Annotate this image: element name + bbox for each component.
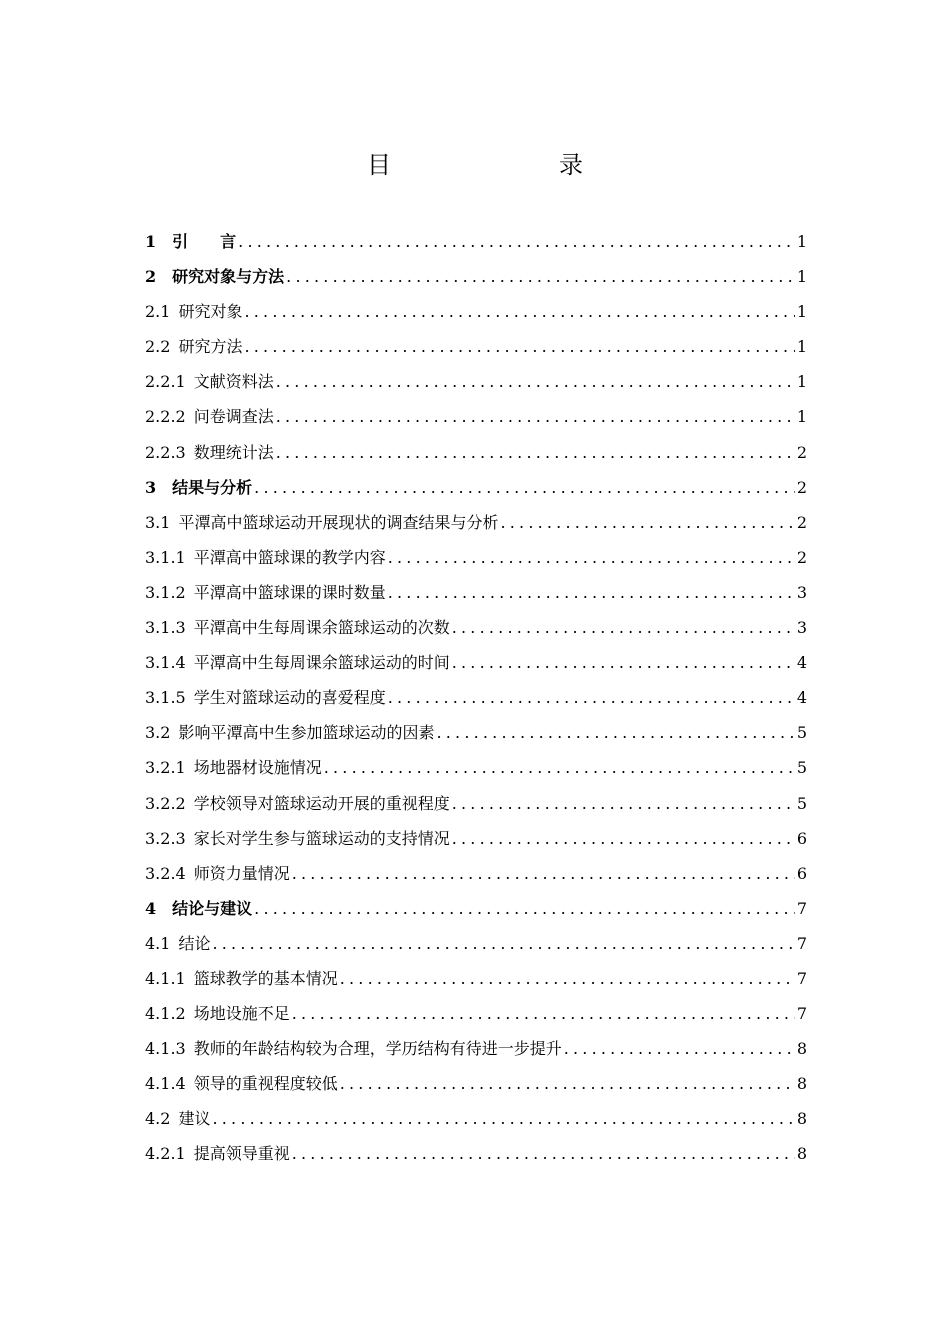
toc-entry-number: 2.2 bbox=[145, 337, 171, 357]
toc-dot-leader bbox=[564, 1031, 795, 1066]
toc-dot-leader bbox=[452, 645, 795, 680]
toc-entry[interactable] bbox=[145, 224, 807, 259]
toc-entry-title: 平潭高中篮球运动开展现状的调查结果与分析 bbox=[178, 512, 499, 532]
toc-entry[interactable] bbox=[145, 891, 807, 926]
toc-entry-number: 3.1.3 bbox=[145, 618, 186, 638]
toc-dot-leader bbox=[276, 364, 795, 399]
toc-entry-number: 3.1.5 bbox=[145, 688, 186, 708]
toc-entry-title: 家长对学生参与篮球运动的支持情况 bbox=[193, 828, 450, 848]
toc-entry-title: 研究对象与方法 bbox=[172, 267, 285, 287]
toc-entry-page: 6 bbox=[796, 828, 807, 848]
toc-entry-title: 平潭高中篮球课的课时数量 bbox=[193, 582, 386, 602]
toc-entry-title: 文献资料法 bbox=[193, 372, 274, 392]
toc-entry[interactable] bbox=[145, 505, 807, 540]
toc-entry-title: 问卷调查法 bbox=[193, 407, 274, 427]
toc-entry-title: 平潭高中生每周课余篮球运动的次数 bbox=[193, 618, 450, 638]
toc-entry-number: 3.1.2 bbox=[145, 582, 186, 602]
toc-entry[interactable] bbox=[145, 961, 807, 996]
toc-dot-leader bbox=[254, 470, 795, 505]
toc-entry[interactable] bbox=[145, 645, 807, 680]
toc-entry-page: 5 bbox=[796, 758, 807, 778]
toc-entry-page: 2 bbox=[796, 477, 807, 497]
toc-entry-number: 4.1.4 bbox=[145, 1074, 186, 1094]
toc-entry-title: 引 言 bbox=[172, 232, 237, 251]
toc-dot-leader bbox=[212, 926, 794, 961]
toc-entry[interactable] bbox=[145, 680, 807, 715]
toc-entry-number: 3 bbox=[145, 477, 157, 497]
toc-entry[interactable] bbox=[145, 259, 807, 294]
toc-entry-page: 1 bbox=[796, 302, 807, 322]
toc-entry-page: 7 bbox=[796, 1004, 807, 1024]
toc-entry-page: 2 bbox=[796, 442, 807, 462]
page-title: 目 录 bbox=[367, 151, 623, 179]
toc-entry[interactable] bbox=[145, 821, 807, 856]
toc-dot-leader bbox=[340, 961, 795, 996]
toc-entry-number: 4.2.1 bbox=[145, 1144, 186, 1164]
toc-entry-title: 研究方法 bbox=[178, 337, 243, 357]
toc-entry-page: 2 bbox=[796, 547, 807, 567]
toc-dot-leader bbox=[452, 786, 795, 821]
toc-entry[interactable] bbox=[145, 926, 807, 961]
toc-entry-number: 1 bbox=[145, 232, 157, 251]
toc-entry-title: 场地设施不足 bbox=[193, 1004, 290, 1024]
toc-entry-title: 场地器材设施情况 bbox=[193, 758, 322, 778]
toc-entry-number: 4.1.1 bbox=[145, 968, 186, 988]
toc-dot-leader bbox=[388, 575, 795, 610]
toc-dot-leader bbox=[276, 399, 795, 434]
toc-dot-leader bbox=[340, 1066, 795, 1101]
toc-entry-title: 提高领导重视 bbox=[193, 1144, 290, 1164]
toc-dot-leader bbox=[436, 715, 794, 750]
toc-entry[interactable] bbox=[145, 470, 807, 505]
toc-entry[interactable] bbox=[145, 364, 807, 399]
toc-entry-number: 4.2 bbox=[145, 1109, 171, 1129]
toc-entry-page: 1 bbox=[796, 232, 807, 251]
toc-dot-leader bbox=[238, 224, 795, 259]
toc-entry-page: 3 bbox=[796, 582, 807, 602]
toc-entry-page: 1 bbox=[796, 372, 807, 392]
toc-entry[interactable] bbox=[145, 610, 807, 645]
toc-entry[interactable] bbox=[145, 1031, 807, 1066]
toc-entry-title: 篮球教学的基本情况 bbox=[193, 968, 338, 988]
toc-dot-leader bbox=[324, 750, 795, 785]
toc-entry[interactable] bbox=[145, 1136, 807, 1171]
toc-entry-number: 3.2.1 bbox=[145, 758, 186, 778]
toc-entry-title: 数理统计法 bbox=[193, 442, 274, 462]
toc-entry-title: 建议 bbox=[178, 1109, 211, 1129]
toc-entry[interactable] bbox=[145, 786, 807, 821]
toc-dot-leader bbox=[292, 856, 795, 891]
toc-entry-title: 学校领导对篮球运动开展的重视程度 bbox=[193, 793, 450, 813]
toc-dot-leader bbox=[244, 329, 794, 364]
toc-dot-leader bbox=[452, 821, 795, 856]
toc-entry[interactable] bbox=[145, 435, 807, 470]
toc-dot-leader bbox=[286, 259, 795, 294]
toc-dot-leader bbox=[212, 1101, 794, 1136]
toc-entry-number: 2.2.2 bbox=[145, 407, 186, 427]
toc-entry-page: 6 bbox=[796, 863, 807, 883]
toc-entry-title: 结果与分析 bbox=[172, 477, 253, 497]
toc-entry[interactable] bbox=[145, 575, 807, 610]
toc-entry[interactable] bbox=[145, 399, 807, 434]
toc-dot-leader bbox=[388, 680, 795, 715]
toc-entry-number: 3.2.3 bbox=[145, 828, 186, 848]
toc-entry-number: 4.1.2 bbox=[145, 1004, 186, 1024]
toc-entry[interactable] bbox=[145, 540, 807, 575]
toc-dot-leader bbox=[500, 505, 794, 540]
toc-entry-title: 教师的年龄结构较为合理，学历结构有待进一步提升 bbox=[193, 1039, 562, 1059]
toc-entry-page: 1 bbox=[796, 267, 807, 287]
toc-entry-page: 1 bbox=[796, 407, 807, 427]
toc-entry-page: 8 bbox=[796, 1144, 807, 1164]
table-of-contents bbox=[145, 224, 807, 1172]
toc-dot-leader bbox=[254, 891, 795, 926]
toc-entry-page: 8 bbox=[796, 1039, 807, 1059]
toc-entry-page: 8 bbox=[796, 1074, 807, 1094]
toc-entry-number: 2 bbox=[145, 267, 157, 287]
toc-dot-leader bbox=[276, 435, 795, 470]
toc-entry[interactable] bbox=[145, 996, 807, 1031]
toc-entry-number: 3.2.4 bbox=[145, 863, 186, 883]
toc-entry-number: 2.2.1 bbox=[145, 372, 186, 392]
toc-entry-number: 3.2.2 bbox=[145, 793, 186, 813]
toc-entry-number: 4 bbox=[145, 898, 157, 918]
toc-dot-leader bbox=[292, 996, 795, 1031]
toc-entry-page: 7 bbox=[796, 968, 807, 988]
toc-entry-page: 5 bbox=[796, 723, 807, 743]
toc-entry-title: 学生对篮球运动的喜爱程度 bbox=[193, 688, 386, 708]
toc-entry[interactable] bbox=[145, 1066, 807, 1101]
toc-entry-number: 3.1.4 bbox=[145, 653, 186, 673]
toc-entry-title: 师资力量情况 bbox=[193, 863, 290, 883]
toc-entry-page: 3 bbox=[796, 618, 807, 638]
toc-entry-number: 4.1.3 bbox=[145, 1039, 186, 1059]
toc-entry[interactable] bbox=[145, 715, 807, 750]
toc-entry-number: 3.1 bbox=[145, 512, 171, 532]
toc-entry-number: 2.1 bbox=[145, 302, 171, 322]
toc-entry-page: 8 bbox=[796, 1109, 807, 1129]
toc-entry-number: 4.1 bbox=[145, 933, 171, 953]
toc-entry-page: 4 bbox=[796, 653, 807, 673]
toc-dot-leader bbox=[452, 610, 795, 645]
toc-entry-page: 2 bbox=[796, 512, 807, 532]
toc-entry-title: 结论与建议 bbox=[172, 898, 253, 918]
toc-dot-leader bbox=[388, 540, 795, 575]
toc-entry[interactable] bbox=[145, 329, 807, 364]
toc-entry-title: 影响平潭高中生参加篮球运动的因素 bbox=[178, 723, 435, 743]
toc-entry[interactable] bbox=[145, 856, 807, 891]
toc-entry[interactable] bbox=[145, 1101, 807, 1136]
toc-entry-page: 7 bbox=[796, 933, 807, 953]
toc-entry-number: 3.1.1 bbox=[145, 547, 186, 567]
toc-entry-page: 1 bbox=[796, 337, 807, 357]
toc-entry[interactable] bbox=[145, 750, 807, 785]
toc-entry-title: 平潭高中篮球课的教学内容 bbox=[193, 547, 386, 567]
toc-entry-page: 5 bbox=[796, 793, 807, 813]
toc-entry-page: 4 bbox=[796, 688, 807, 708]
toc-entry-title: 结论 bbox=[178, 933, 211, 953]
toc-entry-number: 3.2 bbox=[145, 723, 171, 743]
toc-entry-page: 7 bbox=[796, 898, 807, 918]
toc-entry-title: 领导的重视程度较低 bbox=[193, 1074, 338, 1094]
toc-dot-leader bbox=[244, 294, 794, 329]
toc-entry-number: 2.2.3 bbox=[145, 442, 186, 462]
toc-entry[interactable] bbox=[145, 294, 807, 329]
toc-entry-title: 平潭高中生每周课余篮球运动的时间 bbox=[193, 653, 450, 673]
toc-entry-title: 研究对象 bbox=[178, 302, 243, 322]
toc-dot-leader bbox=[292, 1136, 795, 1171]
